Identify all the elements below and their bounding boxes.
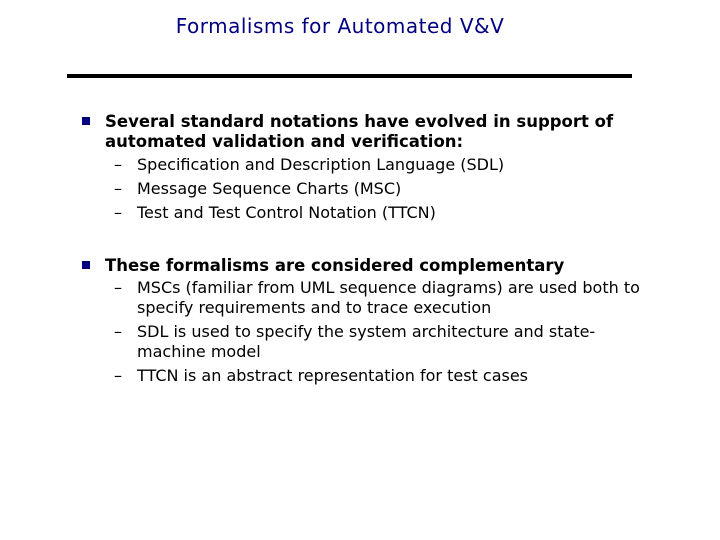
bullet-text: These formalisms are considered complementary [105,256,565,275]
sub-item [82,366,662,386]
sub-item-text: Test and Test Control Notation (TTCN) [137,203,436,222]
sub-list [82,155,662,223]
sub-item-text: MSCs (familiar from UML sequence diagrams) are used both to specify requirements and to trace execution [137,278,640,317]
sub-item [82,322,662,362]
dash-marker: – [114,179,122,198]
bullet-item [82,112,662,227]
slide-title: Formalisms for Automated V&V [175,14,505,38]
sub-item-text: Message Sequence Charts (MSC) [137,179,402,198]
sub-item-text: SDL is used to specify the system architecture and state-machine model [137,322,596,361]
bullet-item [82,256,662,390]
dash-marker: – [114,322,122,341]
square-bullet-icon [82,117,90,125]
dash-marker: – [114,366,122,385]
dash-marker: – [114,278,122,297]
dash-marker: – [114,155,122,174]
bullet-text: Several standard notations have evolved in support of automated validation and verification: [105,112,614,151]
sub-item [82,179,662,199]
sub-list [82,278,662,386]
sub-item-text: Specification and Description Language (SDL) [137,155,505,174]
dash-marker: – [114,203,122,222]
title-divider [67,74,632,78]
square-bullet-icon [82,261,90,269]
sub-item [82,155,662,175]
sub-item-text: TTCN is an abstract representation for test cases [137,366,529,385]
sub-item [82,203,662,223]
sub-item [82,278,662,318]
